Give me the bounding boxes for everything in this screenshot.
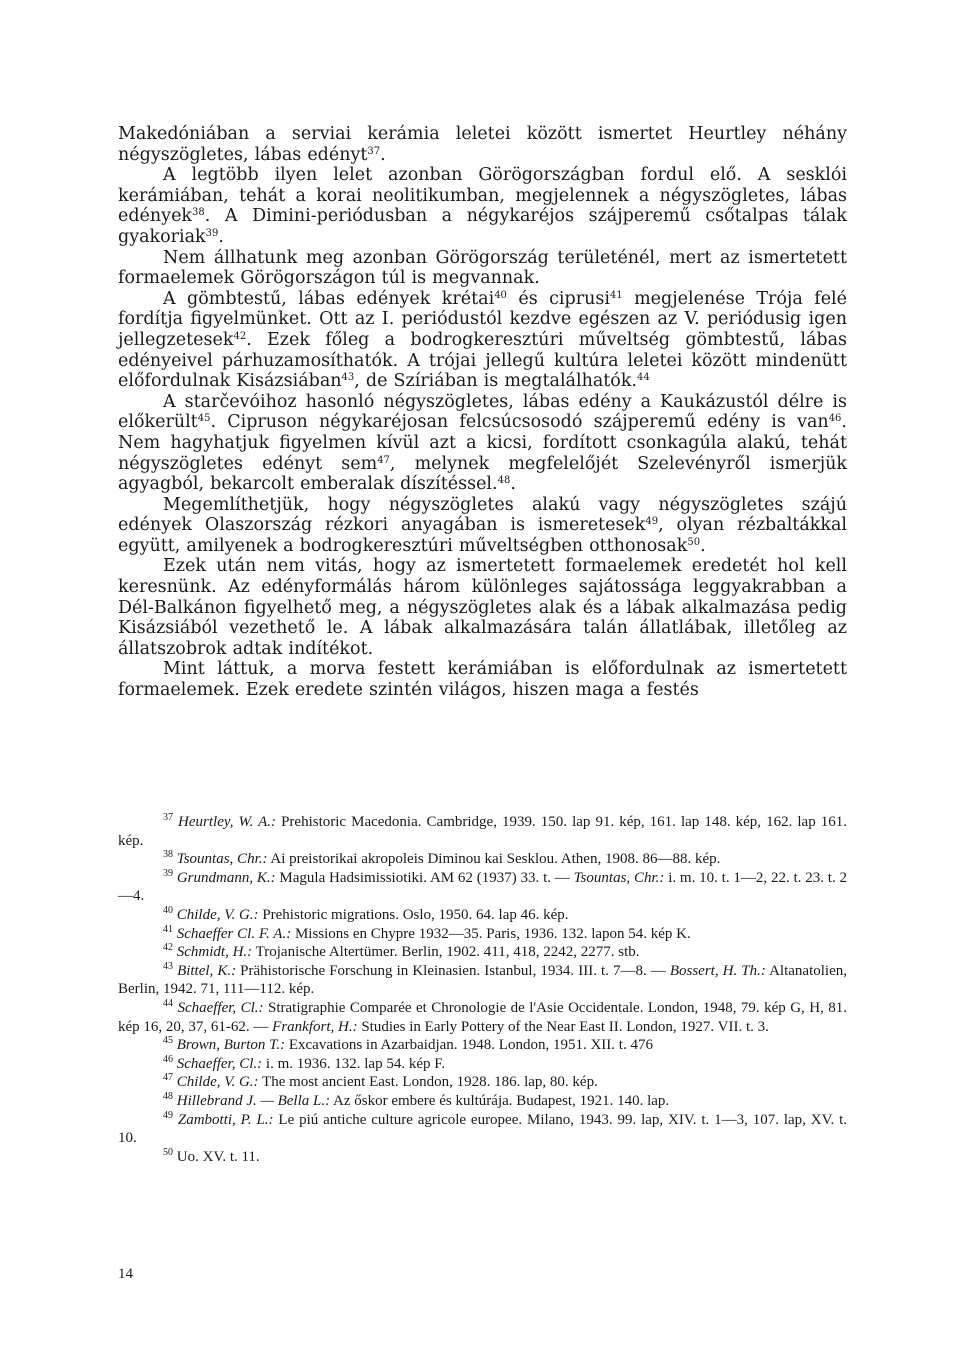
footnote: $^{44}$ Schaeffer, Cl.: Stratigraphie Comparée et Chronologie de l'Asie Occidentale. London, 1948, 79. kép G, H, 81. kép 16, 20, 37, 61-62. — Frankfort, H.: Studies in Early Pottery of the Near East II. London, 1927. VII. t. 3. bbox=[118, 997, 848, 1035]
footnote-ref: 50 bbox=[687, 536, 701, 548]
footnote: $^{43}$ Bittel, K.: Prähistorische Forschung in Kleinasien. Istanbul, 1934. III. t. 7—8. — Bossert, H. Th.: Altanatolien, Berlin, 1942. 71, 111—112. kép. bbox=[118, 960, 847, 998]
page-number: 14 bbox=[118, 1266, 133, 1282]
paragraph: A starčevóihoz hasonló négyszögletes, lábas edény a Kaukázustól délre is előkerült$^{45}$. Cipruson négykaréjosan felcsúcsosodó szájperemű edény is van$^{46}$. Nem hagyhatjuk figyelmen kívül azt a kicsi, fordított csonkagúla alakú, tehát négyszögletes edényt sem$^{47}$, melynek megfelelőjét Szelevényről ismerjük agyagból, bekarcolt emberalak díszítéssel.$^{48}$. bbox=[118, 391, 847, 495]
paragraph: Makedóniában a serviai kerámia leletei között ismertet Heurtley néhány négyszögletes, lábas edényt$^{37}$. bbox=[118, 124, 847, 165]
footnote: $^{39}$ Grundmann, K.: Magula Hadsimissiotiki. AM 62 (1937) 33. t. — Tsountas, Chr.: i. m. 10. t. 1—2, 22. t. 23. t. 2—4. bbox=[118, 867, 848, 905]
footnote-ref: 43 bbox=[341, 372, 355, 384]
footnote-ref: 47 bbox=[377, 454, 390, 466]
paragraph: Ezek után nem vitás, hogy az ismertetett formaelemek eredetét hol kell keresnünk. Az edényformálás három különleges sajátossága leggyakrabban a Dél-Balkánon figyelhető meg, a négyszögletes alak és a lábak alkalmazása pedig Kisázsiából vezethető le. A lábak alkalmazására talán állatlábak, illetőleg az állatszobrok adtak indítékot. bbox=[118, 556, 847, 659]
footnote: $^{38}$ Tsountas, Chr.: Ai preistorikai akropoleis Diminou kai Sesklou. Athen, 1908. 86—88. kép. bbox=[163, 849, 721, 868]
footnotes bbox=[118, 813, 847, 1166]
footnote: $^{49}$ Zambotti, P. L.: Le piú antiche culture agricole europee. Milano, 1943. 99. lap, XIV. t. 1—3, 107. lap, XV. t. 10. bbox=[118, 1109, 847, 1147]
footnote: $^{50}$ Uo. XV. t. 11. bbox=[163, 1146, 260, 1165]
footnote-ref: 39 bbox=[205, 227, 219, 239]
footnote-ref: 38 bbox=[192, 207, 205, 219]
footnote-ref: 44 bbox=[637, 372, 650, 384]
footnote-ref: 45 bbox=[197, 413, 211, 425]
footnote-ref: 48 bbox=[497, 475, 511, 487]
paragraph: Mint láttuk, a morva festett kerámiában is előfordulnak az ismertetett formaelemek. Ezek eredete szintén világos, hiszen maga a festés bbox=[118, 659, 847, 701]
paragraph: Megemlíthetjük, hogy négyszögletes alakú vagy négyszögletes szájú edények Olaszország rézkori anyagában is ismeretesek$^{49}$, olyan rézbaltákkal együtt, amilyenek a bodrogkeresztúri műveltségben otthonosak$^{50}$. bbox=[118, 494, 847, 556]
footnote-ref: 37 bbox=[367, 145, 381, 157]
paragraph: A gömbtestű, lábas edények krétai$^{40}$ és ciprusi$^{41}$ megjelenése Trója felé fordítja figyelmünket. Ott az I. periódustól kezdve egészen az V. periódusig igen jellegzetesek$^{42}$. Ezek főleg a bodrogkeresztúri műveltség gömbtestű, lábas edényeivel párhuzamosíthatók. A trójai jellegű kultúra leletei között mindenütt előfordulnak Kisázsiában$^{43}$, de Szíriában is megtalálhatók.$^{44}$ bbox=[118, 288, 848, 392]
footnote: $^{40}$ Childe, V. G.: Prehistoric migrations. Oslo, 1950. 64. lap 46. kép. bbox=[163, 904, 569, 923]
footnote-ref: 49 bbox=[645, 516, 659, 528]
footnote: $^{46}$ Schaeffer, Cl.: i. m. 1936. 132. lap 54. kép F. bbox=[163, 1053, 446, 1072]
main-text bbox=[118, 124, 847, 701]
paragraph: A legtöbb ilyen lelet azonban Görögországban fordul elő. A sesklói kerámiában, tehát a korai neolitikumban, megjelennek a négyszögletes, lábas edények$^{38}$. A Dimini-periódusban a négykaréjos szájperemű csőtalpas tálak gyakoriak$^{39}$. bbox=[118, 165, 847, 247]
footnote-ref: 41 bbox=[609, 289, 623, 301]
paragraph: Nem állhatunk meg azonban Görögország területénél, mert az ismertetett formaelemek Görögországon túl is megvannak. bbox=[118, 247, 847, 289]
footnote: $^{41}$ Schaeffer Cl. F. A.: Missions en Chypre 1932—35. Paris, 1936. 132. lapon 54. kép K. bbox=[163, 923, 691, 942]
footnote-ref: 46 bbox=[828, 413, 842, 425]
footnote-ref: 40 bbox=[494, 289, 507, 301]
footnote: $^{48}$ Hillebrand J. — Bella L.: Az őskor embere és kultúrája. Budapest, 1921. 140. lap. bbox=[163, 1090, 670, 1109]
footnote: $^{42}$ Schmidt, H.: Trojanische Altertümer. Berlin, 1902. 411, 418, 2242, 2277. stb. bbox=[163, 942, 640, 961]
footnote: $^{45}$ Brown, Burton T.: Excavations in Azarbaidjan. 1948. London, 1951. XII. t. 476 bbox=[163, 1035, 653, 1054]
footnote: $^{47}$ Childe, V. G.: The most ancient East. London, 1928. 186. lap, 80. kép. bbox=[163, 1072, 598, 1091]
footnote: $^{37}$ Heurtley, W. A.: Prehistoric Macedonia. Cambridge, 1939. 150. lap 91. kép, 161. lap 148. kép, 162. lap 161. kép. bbox=[118, 812, 847, 849]
footnote-ref: 42 bbox=[233, 330, 247, 342]
